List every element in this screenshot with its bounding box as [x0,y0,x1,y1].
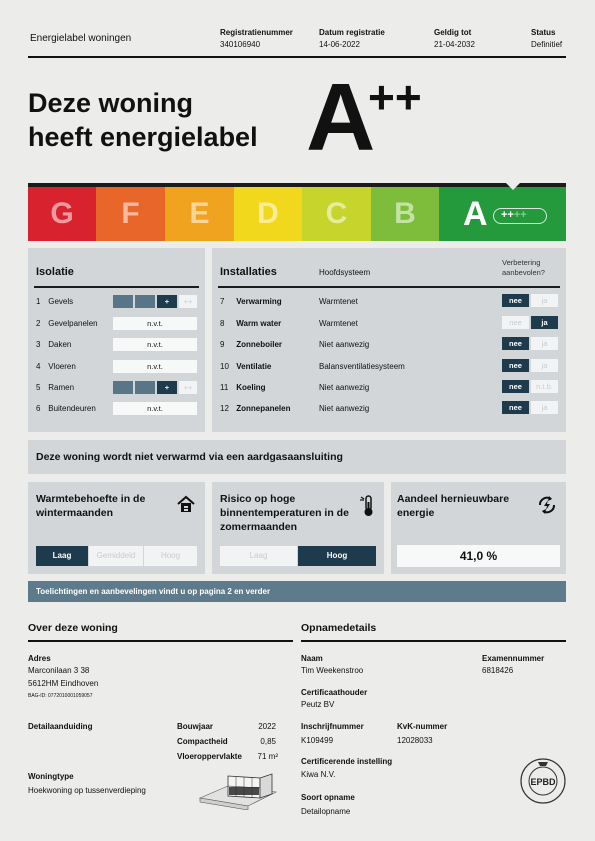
building-illustration [198,772,278,810]
examennummer-value: 6818426 [482,666,514,675]
bag-id: BAG-ID: 0772010001059057 [28,693,93,699]
adres-label: Adres [28,654,51,663]
installatie-row: 12 Zonnepanelen [220,404,291,413]
risico-panel [212,482,384,574]
naam-label: Naam [301,654,323,663]
compactheid-value: 0,85 [260,737,276,746]
valid-until: Geldig tot 21-04-2032 [434,28,475,49]
scale-f: F [96,187,165,241]
gas-notice-panel [28,440,566,474]
compactheid-label: Compactheid [177,737,228,746]
rating-plus-dim: ++ [179,295,197,308]
registration-number: Registratienummer 340106940 [220,28,293,49]
epbd-seal-text: EPBD [530,777,556,787]
scale-d: D [234,187,302,241]
advice-nee: nee [502,337,529,350]
installatie-system: Balansventilatiesysteem [319,362,405,371]
installatie-system: Warmtenet [319,319,358,328]
renewable-energy-icon [536,494,558,516]
advice-ja: ja [531,359,558,372]
detail-label: Detailaanduiding [28,722,93,731]
installatie-row: 7 Verwarming [220,297,282,306]
instelling-value: Kiwa N.V. [301,770,336,779]
renewable-share-value: 41,0 % [397,545,560,567]
isolatie-value: n.v.t. [113,360,197,373]
certificaathouder-label: Certificaathouder [301,688,368,697]
scale-b: B [371,187,439,241]
energy-label-letter: A [306,64,374,171]
vloeroppervlakte-label: Vloeroppervlakte [177,752,242,761]
scale-c: C [302,187,371,241]
risico-option-laag: Laag [220,546,297,566]
advice-ja: ja [531,316,558,329]
adres-line2: 5612HM Eindhoven [28,679,99,688]
opname-section-title: Opnamedetails [301,622,377,634]
isolatie-value: n.v.t. [113,317,197,330]
kvk-label: KvK-nummer [397,722,448,731]
headline: Deze woning heeft energielabel [28,88,258,152]
isolatie-row: 3 Daken [36,340,72,349]
rating-segment [113,295,133,308]
woningtype-value: Hoekwoning op tussenverdieping [28,786,146,795]
isolatie-row: 4 Vloeren [36,362,76,371]
installatie-row: 9 Zonneboiler [220,340,283,349]
soort-opname-label: Soort opname [301,793,355,802]
scale-a: A ++++ [439,187,566,241]
advice-nee: nee [502,316,529,329]
gas-notice: Deze woning wordt niet verwarmd via een aardgasaansluiting [36,451,343,463]
warmte-option-hoog: Hoog [144,546,197,566]
advice-nee: nee [502,294,529,307]
explanation-notice-bar: Toelichtingen en aanbevelingen vindt u op pagina 2 en verder [28,581,566,602]
rating-segment [113,381,133,394]
advice-nee: nee [502,359,529,372]
installatie-row: 11 Koeling [220,383,266,392]
bouwjaar-label: Bouwjaar [177,722,214,731]
header-divider [28,56,566,58]
woning-section-title: Over deze woning [28,622,118,634]
advice-nee: nee [502,380,529,393]
advice-ja: ja [531,294,558,307]
opname-divider [301,640,566,642]
col-system-header: Hoofdsysteem [319,268,371,277]
installatie-system: Niet aanwezig [319,340,370,349]
isolatie-row: 2 Gevelpanelen [36,319,98,328]
col-advice-header: Verbetering aanbevolen? [502,258,545,277]
scale-e: E [165,187,234,241]
house-icon [176,494,196,514]
installatie-system: Niet aanwezig [319,404,370,413]
isolatie-title: Isolatie [36,266,74,278]
isolatie-divider [34,286,199,288]
warmte-option-gemiddeld: Gemiddeld [89,546,143,566]
scale-g: G [28,187,96,241]
woning-divider [28,640,293,642]
warmte-panel [28,482,205,574]
bouwjaar-value: 2022 [258,722,276,731]
isolatie-row: 1 Gevels [36,297,74,306]
risico-option-hoog: Hoog [298,546,376,566]
document-title: Energielabel woningen [30,33,132,44]
inschrijfnummer-label: Inschrijfnummer [301,722,364,731]
installaties-title: Installaties [220,266,277,278]
vloeroppervlakte-value: 71 m² [257,752,278,761]
isolatie-value: n.v.t. [113,338,197,351]
advice-ja: ja [531,401,558,414]
isolatie-row: 5 Ramen [36,383,75,392]
energy-label-plus: ++ [368,71,422,123]
hernieuwbaar-title: Aandeel hernieuwbare energie [397,493,510,519]
registration-date: Datum registratie 14-06-2022 [319,28,385,49]
instelling-label: Certificerende instelling [301,757,393,766]
installatie-system: Warmtenet [319,297,358,306]
isolatie-value: n.v.t. [113,402,197,415]
warmte-option-laag: Laag [36,546,88,566]
energy-scale-bar [28,183,566,241]
rating-plus: + [157,381,177,394]
installaties-divider [218,286,560,288]
inschrijfnummer-value: K109499 [301,736,334,745]
advice-ja: n.t.b. [531,380,558,393]
risico-title: Risico op hoge binnentemperaturen in de zomermaanden [220,493,349,533]
rating-segment [135,381,155,394]
epbd-seal-icon [518,756,568,806]
isolatie-panel [28,248,205,432]
certificaathouder-value: Peutz BV [301,700,335,709]
kvk-value: 12028033 [397,736,433,745]
status: Status Definitief [531,28,563,49]
warmte-title: Warmtebehoefte in de wintermaanden [36,493,146,519]
rating-plus: + [157,295,177,308]
adres-line1: Marconilaan 3 38 [28,666,90,675]
installatie-row: 8 Warm water [220,319,282,328]
installatie-system: Niet aanwezig [319,383,370,392]
isolatie-row: 6 Buitendeuren [36,404,96,413]
hernieuwbaar-panel [391,482,566,574]
rating-segment [135,295,155,308]
examennummer-label: Examennummer [482,654,545,663]
advice-ja: ja [531,337,558,350]
woningtype-label: Woningtype [28,772,74,781]
plus-indicator: ++++ [493,208,547,224]
naam-value: Tim Weekenstroo [301,666,364,675]
installatie-row: 10 Ventilatie [220,362,272,371]
installaties-panel [212,248,566,432]
soort-opname-value: Detailopname [301,807,351,816]
thermometer-icon [358,494,378,518]
active-label-pointer [506,183,520,190]
rating-plus-dim: ++ [179,381,197,394]
advice-nee: nee [502,401,529,414]
